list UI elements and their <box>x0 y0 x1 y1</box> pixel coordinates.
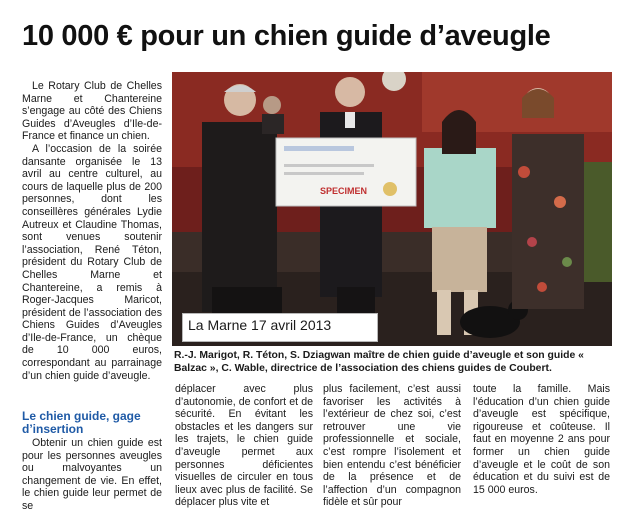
article-column-4 <box>473 383 610 496</box>
headline: 10 000 € pour un chien guide d’aveugle <box>22 20 551 52</box>
photo-caption: R.-J. Marigot, R. Téton, S. Dziagwan maître de chien guide d’aveugle et son guide « Balzac », C. Wable, directrice de l’association des chiens guides de Coubert. <box>174 350 584 374</box>
cheque-specimen-text: SPECIMEN <box>320 186 368 196</box>
paragraph-guide-dog: Obtenir un chien guide est pour les personnes aveugles ou malvoyantes un changement de vie. En effet, le chien guide leur permet de se <box>22 437 162 512</box>
source-stamp: La Marne 17 avril 2013 <box>182 313 378 342</box>
article-column-2 <box>175 383 313 509</box>
news-photo <box>172 72 612 346</box>
article-column-1 <box>22 80 162 382</box>
article-column-3 <box>323 383 461 509</box>
subheading: Le chien guide, gage d’insertion <box>22 409 141 436</box>
paragraph-column-4: toute la famille. Mais l’éducation d’un chien guide d’aveugle est spécifique, rigoureuse et coûteuse. Il faut en moyenne 2 ans pour former un chien guide d’aveugle et le coût de son éducation et du suivi est de 15 000 euros. <box>473 383 610 496</box>
paragraph-event: A l’occasion de la soirée dansante organisée le 13 avril au centre culturel, au cours de laquelle plus de 200 personnes, dont les conseillères générales Lydie Autreux et Claudine Thomas, sont venues soutenir l’association, René Téton, président du Rotary Club de Chelles Marne et Chantereine, a remis à Roger-Jacques Maricot, président de l’association des Chiens Guides d’Aveugles d’Ile-de-France, un chèque de 10 000 euros, correspondant au parrainage d’un chien guide d’aveugle. <box>22 142 162 382</box>
article-column-1-continued <box>22 437 162 513</box>
paragraph-column-3: plus facilement, c’est aussi favoriser les activités à l’extérieur de chez soi, c’est retrouver une vie professionnelle et sociale, c’est rompre l’isolement et bien entendu c’est bénéficier de la présence et de l’affection d’un compagnon fidèle et sûr pour <box>323 383 461 509</box>
paragraph-intro: Le Rotary Club de Chelles Marne et Chantereine s’engage au côté des Chiens Guides d’Aveugles d’Ile-de-France et finance un chien. <box>22 80 162 143</box>
paragraph-column-2: déplacer avec plus d’autonomie, de confort et de sécurité. En évitant les obstacles et les dangers sur les trajets, le chien guide d’aveugle permet aux personnes déficientes visuelles de circuler en tous lieux avec plus de facilité. Se déplacer plus vite et <box>175 383 313 509</box>
